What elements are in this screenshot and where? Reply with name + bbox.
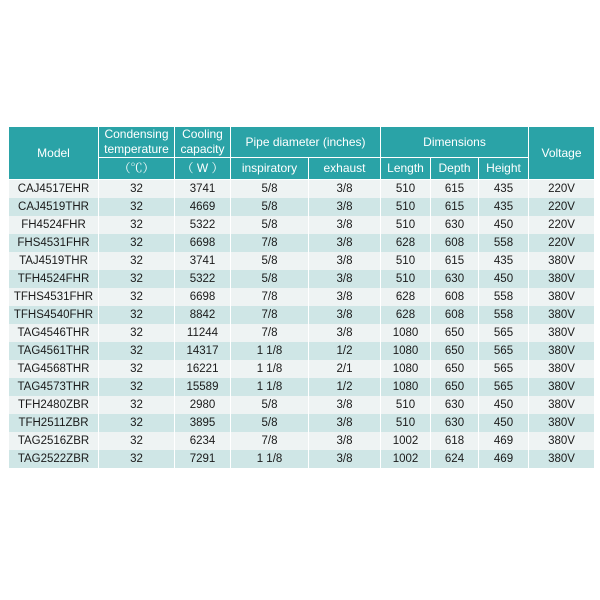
cell-model: TAG2516ZBR: [9, 432, 99, 450]
cell-condensing-temp: 32: [99, 396, 175, 414]
cell-cooling-capacity: 3741: [175, 180, 231, 199]
cell-condensing-temp: 32: [99, 450, 175, 468]
cell-exhaust: 3/8: [309, 216, 381, 234]
table-row: [9, 216, 595, 234]
cell-model: FHS4531FHR: [9, 234, 99, 252]
cell-depth: 615: [431, 198, 479, 216]
header-condensing: Condensing temperature: [99, 127, 175, 158]
header-exhaust: exhaust: [309, 158, 381, 180]
cell-inspiratory: 5/8: [231, 396, 309, 414]
cell-length: 628: [381, 234, 431, 252]
cell-length: 510: [381, 252, 431, 270]
cell-depth: 608: [431, 306, 479, 324]
cell-length: 1002: [381, 432, 431, 450]
cell-voltage: 380V: [529, 252, 595, 270]
cell-height: 558: [479, 234, 529, 252]
cell-model: CAJ4517EHR: [9, 180, 99, 199]
cell-exhaust: 3/8: [309, 324, 381, 342]
cell-cooling-capacity: 6234: [175, 432, 231, 450]
cell-height: 435: [479, 252, 529, 270]
cell-condensing-temp: 32: [99, 198, 175, 216]
cell-depth: 615: [431, 252, 479, 270]
cell-cooling-capacity: 3741: [175, 252, 231, 270]
header-pipe-diameter: Pipe diameter (inches): [231, 127, 381, 158]
table-body: [9, 180, 595, 469]
header-condensing-unit: （℃）: [99, 158, 175, 180]
table-header: [9, 127, 595, 180]
cell-depth: 624: [431, 450, 479, 468]
cell-height: 565: [479, 342, 529, 360]
cell-height: 450: [479, 270, 529, 288]
cell-exhaust: 3/8: [309, 252, 381, 270]
cell-height: 558: [479, 306, 529, 324]
cell-cooling-capacity: 4669: [175, 198, 231, 216]
cell-condensing-temp: 32: [99, 432, 175, 450]
cell-length: 628: [381, 306, 431, 324]
cell-condensing-temp: 32: [99, 234, 175, 252]
cell-voltage: 380V: [529, 432, 595, 450]
cell-model: TFH2511ZBR: [9, 414, 99, 432]
cell-depth: 618: [431, 432, 479, 450]
cell-model: TFHS4540FHR: [9, 306, 99, 324]
cell-inspiratory: 5/8: [231, 414, 309, 432]
cell-inspiratory: 5/8: [231, 198, 309, 216]
cell-condensing-temp: 32: [99, 360, 175, 378]
cell-length: 510: [381, 198, 431, 216]
cell-model: TAG2522ZBR: [9, 450, 99, 468]
cell-exhaust: 3/8: [309, 306, 381, 324]
cell-model: TAG4573THR: [9, 378, 99, 396]
cell-condensing-temp: 32: [99, 324, 175, 342]
cell-model: TFH2480ZBR: [9, 396, 99, 414]
cell-voltage: 380V: [529, 288, 595, 306]
cell-cooling-capacity: 7291: [175, 450, 231, 468]
cell-depth: 615: [431, 180, 479, 199]
cell-height: 435: [479, 180, 529, 199]
cell-voltage: 380V: [529, 306, 595, 324]
cell-depth: 608: [431, 234, 479, 252]
cell-exhaust: 2/1: [309, 360, 381, 378]
cell-voltage: 380V: [529, 270, 595, 288]
cell-inspiratory: 7/8: [231, 288, 309, 306]
cell-model: TAG4568THR: [9, 360, 99, 378]
cell-model: CAJ4519THR: [9, 198, 99, 216]
cell-length: 628: [381, 288, 431, 306]
cell-exhaust: 3/8: [309, 414, 381, 432]
cell-model: TAJ4519THR: [9, 252, 99, 270]
cell-exhaust: 3/8: [309, 396, 381, 414]
table-row: [9, 342, 595, 360]
header-height: Height: [479, 158, 529, 180]
cell-exhaust: 3/8: [309, 198, 381, 216]
cell-cooling-capacity: 5322: [175, 216, 231, 234]
cell-depth: 650: [431, 342, 479, 360]
cell-length: 510: [381, 270, 431, 288]
cell-condensing-temp: 32: [99, 342, 175, 360]
cell-inspiratory: 7/8: [231, 324, 309, 342]
cell-cooling-capacity: 6698: [175, 234, 231, 252]
table-row: [9, 432, 595, 450]
cell-model: TFHS4531FHR: [9, 288, 99, 306]
cell-inspiratory: 5/8: [231, 216, 309, 234]
cell-depth: 608: [431, 288, 479, 306]
cell-height: 435: [479, 198, 529, 216]
cell-length: 1002: [381, 450, 431, 468]
cell-model: TFH4524FHR: [9, 270, 99, 288]
cell-inspiratory: 7/8: [231, 306, 309, 324]
cell-cooling-capacity: 8842: [175, 306, 231, 324]
cell-inspiratory: 5/8: [231, 180, 309, 199]
cell-voltage: 220V: [529, 180, 595, 199]
header-cooling-unit: （ W ）: [175, 158, 231, 180]
table-row: [9, 396, 595, 414]
cell-inspiratory: 1 1/8: [231, 378, 309, 396]
header-inspiratory: inspiratory: [231, 158, 309, 180]
cell-exhaust: 3/8: [309, 450, 381, 468]
table-row: [9, 198, 595, 216]
header-length: Length: [381, 158, 431, 180]
cell-model: TAG4546THR: [9, 324, 99, 342]
cell-cooling-capacity: 15589: [175, 378, 231, 396]
cell-model: FH4524FHR: [9, 216, 99, 234]
cell-inspiratory: 1 1/8: [231, 342, 309, 360]
cell-height: 565: [479, 324, 529, 342]
cell-height: 450: [479, 396, 529, 414]
cell-voltage: 220V: [529, 198, 595, 216]
cell-condensing-temp: 32: [99, 288, 175, 306]
header-voltage: Voltage: [529, 127, 595, 180]
cell-voltage: 380V: [529, 450, 595, 468]
cell-height: 565: [479, 360, 529, 378]
cell-depth: 630: [431, 396, 479, 414]
cell-height: 450: [479, 216, 529, 234]
cell-height: 469: [479, 450, 529, 468]
cell-voltage: 380V: [529, 414, 595, 432]
cell-condensing-temp: 32: [99, 378, 175, 396]
cell-length: 1080: [381, 342, 431, 360]
cell-exhaust: 3/8: [309, 432, 381, 450]
cell-cooling-capacity: 14317: [175, 342, 231, 360]
cell-height: 450: [479, 414, 529, 432]
cell-exhaust: 3/8: [309, 288, 381, 306]
cell-depth: 650: [431, 378, 479, 396]
cell-exhaust: 3/8: [309, 180, 381, 199]
cell-voltage: 380V: [529, 396, 595, 414]
cell-depth: 630: [431, 414, 479, 432]
table-row: [9, 450, 595, 468]
cell-inspiratory: 5/8: [231, 252, 309, 270]
cell-height: 469: [479, 432, 529, 450]
cell-length: 510: [381, 414, 431, 432]
table-row: [9, 378, 595, 396]
cell-length: 510: [381, 180, 431, 199]
cell-cooling-capacity: 16221: [175, 360, 231, 378]
table-row: [9, 414, 595, 432]
cell-depth: 630: [431, 216, 479, 234]
cell-exhaust: 3/8: [309, 234, 381, 252]
cell-cooling-capacity: 2980: [175, 396, 231, 414]
cell-length: 1080: [381, 378, 431, 396]
cell-inspiratory: 1 1/8: [231, 450, 309, 468]
cell-condensing-temp: 32: [99, 306, 175, 324]
table-row: [9, 270, 595, 288]
cell-length: 1080: [381, 324, 431, 342]
cell-model: TAG4561THR: [9, 342, 99, 360]
cell-height: 565: [479, 378, 529, 396]
cell-length: 510: [381, 396, 431, 414]
cell-depth: 650: [431, 324, 479, 342]
cell-condensing-temp: 32: [99, 216, 175, 234]
cell-voltage: 380V: [529, 324, 595, 342]
cell-voltage: 220V: [529, 216, 595, 234]
cell-inspiratory: 5/8: [231, 270, 309, 288]
cell-condensing-temp: 32: [99, 414, 175, 432]
cell-height: 558: [479, 288, 529, 306]
cell-voltage: 380V: [529, 378, 595, 396]
cell-length: 510: [381, 216, 431, 234]
cell-depth: 630: [431, 270, 479, 288]
cell-inspiratory: 1 1/8: [231, 360, 309, 378]
table-row: [9, 360, 595, 378]
header-dimensions: Dimensions: [381, 127, 529, 158]
table-row: [9, 234, 595, 252]
cell-cooling-capacity: 3895: [175, 414, 231, 432]
cell-depth: 650: [431, 360, 479, 378]
cell-exhaust: 3/8: [309, 270, 381, 288]
cell-voltage: 220V: [529, 234, 595, 252]
cell-length: 1080: [381, 360, 431, 378]
table-row: [9, 180, 595, 199]
cell-inspiratory: 7/8: [231, 432, 309, 450]
cell-condensing-temp: 32: [99, 252, 175, 270]
cell-cooling-capacity: 11244: [175, 324, 231, 342]
cell-cooling-capacity: 5322: [175, 270, 231, 288]
cell-condensing-temp: 32: [99, 180, 175, 199]
cell-cooling-capacity: 6698: [175, 288, 231, 306]
table-row: [9, 324, 595, 342]
cell-inspiratory: 7/8: [231, 234, 309, 252]
header-cooling: Cooling capacity: [175, 127, 231, 158]
table-row: [9, 288, 595, 306]
compressor-spec-table: [8, 126, 595, 468]
cell-voltage: 380V: [529, 360, 595, 378]
header-model: Model: [9, 127, 99, 180]
cell-exhaust: 1/2: [309, 342, 381, 360]
table-row: [9, 252, 595, 270]
spec-table-container: [8, 126, 594, 468]
cell-voltage: 380V: [529, 342, 595, 360]
header-depth: Depth: [431, 158, 479, 180]
cell-exhaust: 1/2: [309, 378, 381, 396]
cell-condensing-temp: 32: [99, 270, 175, 288]
table-row: [9, 306, 595, 324]
